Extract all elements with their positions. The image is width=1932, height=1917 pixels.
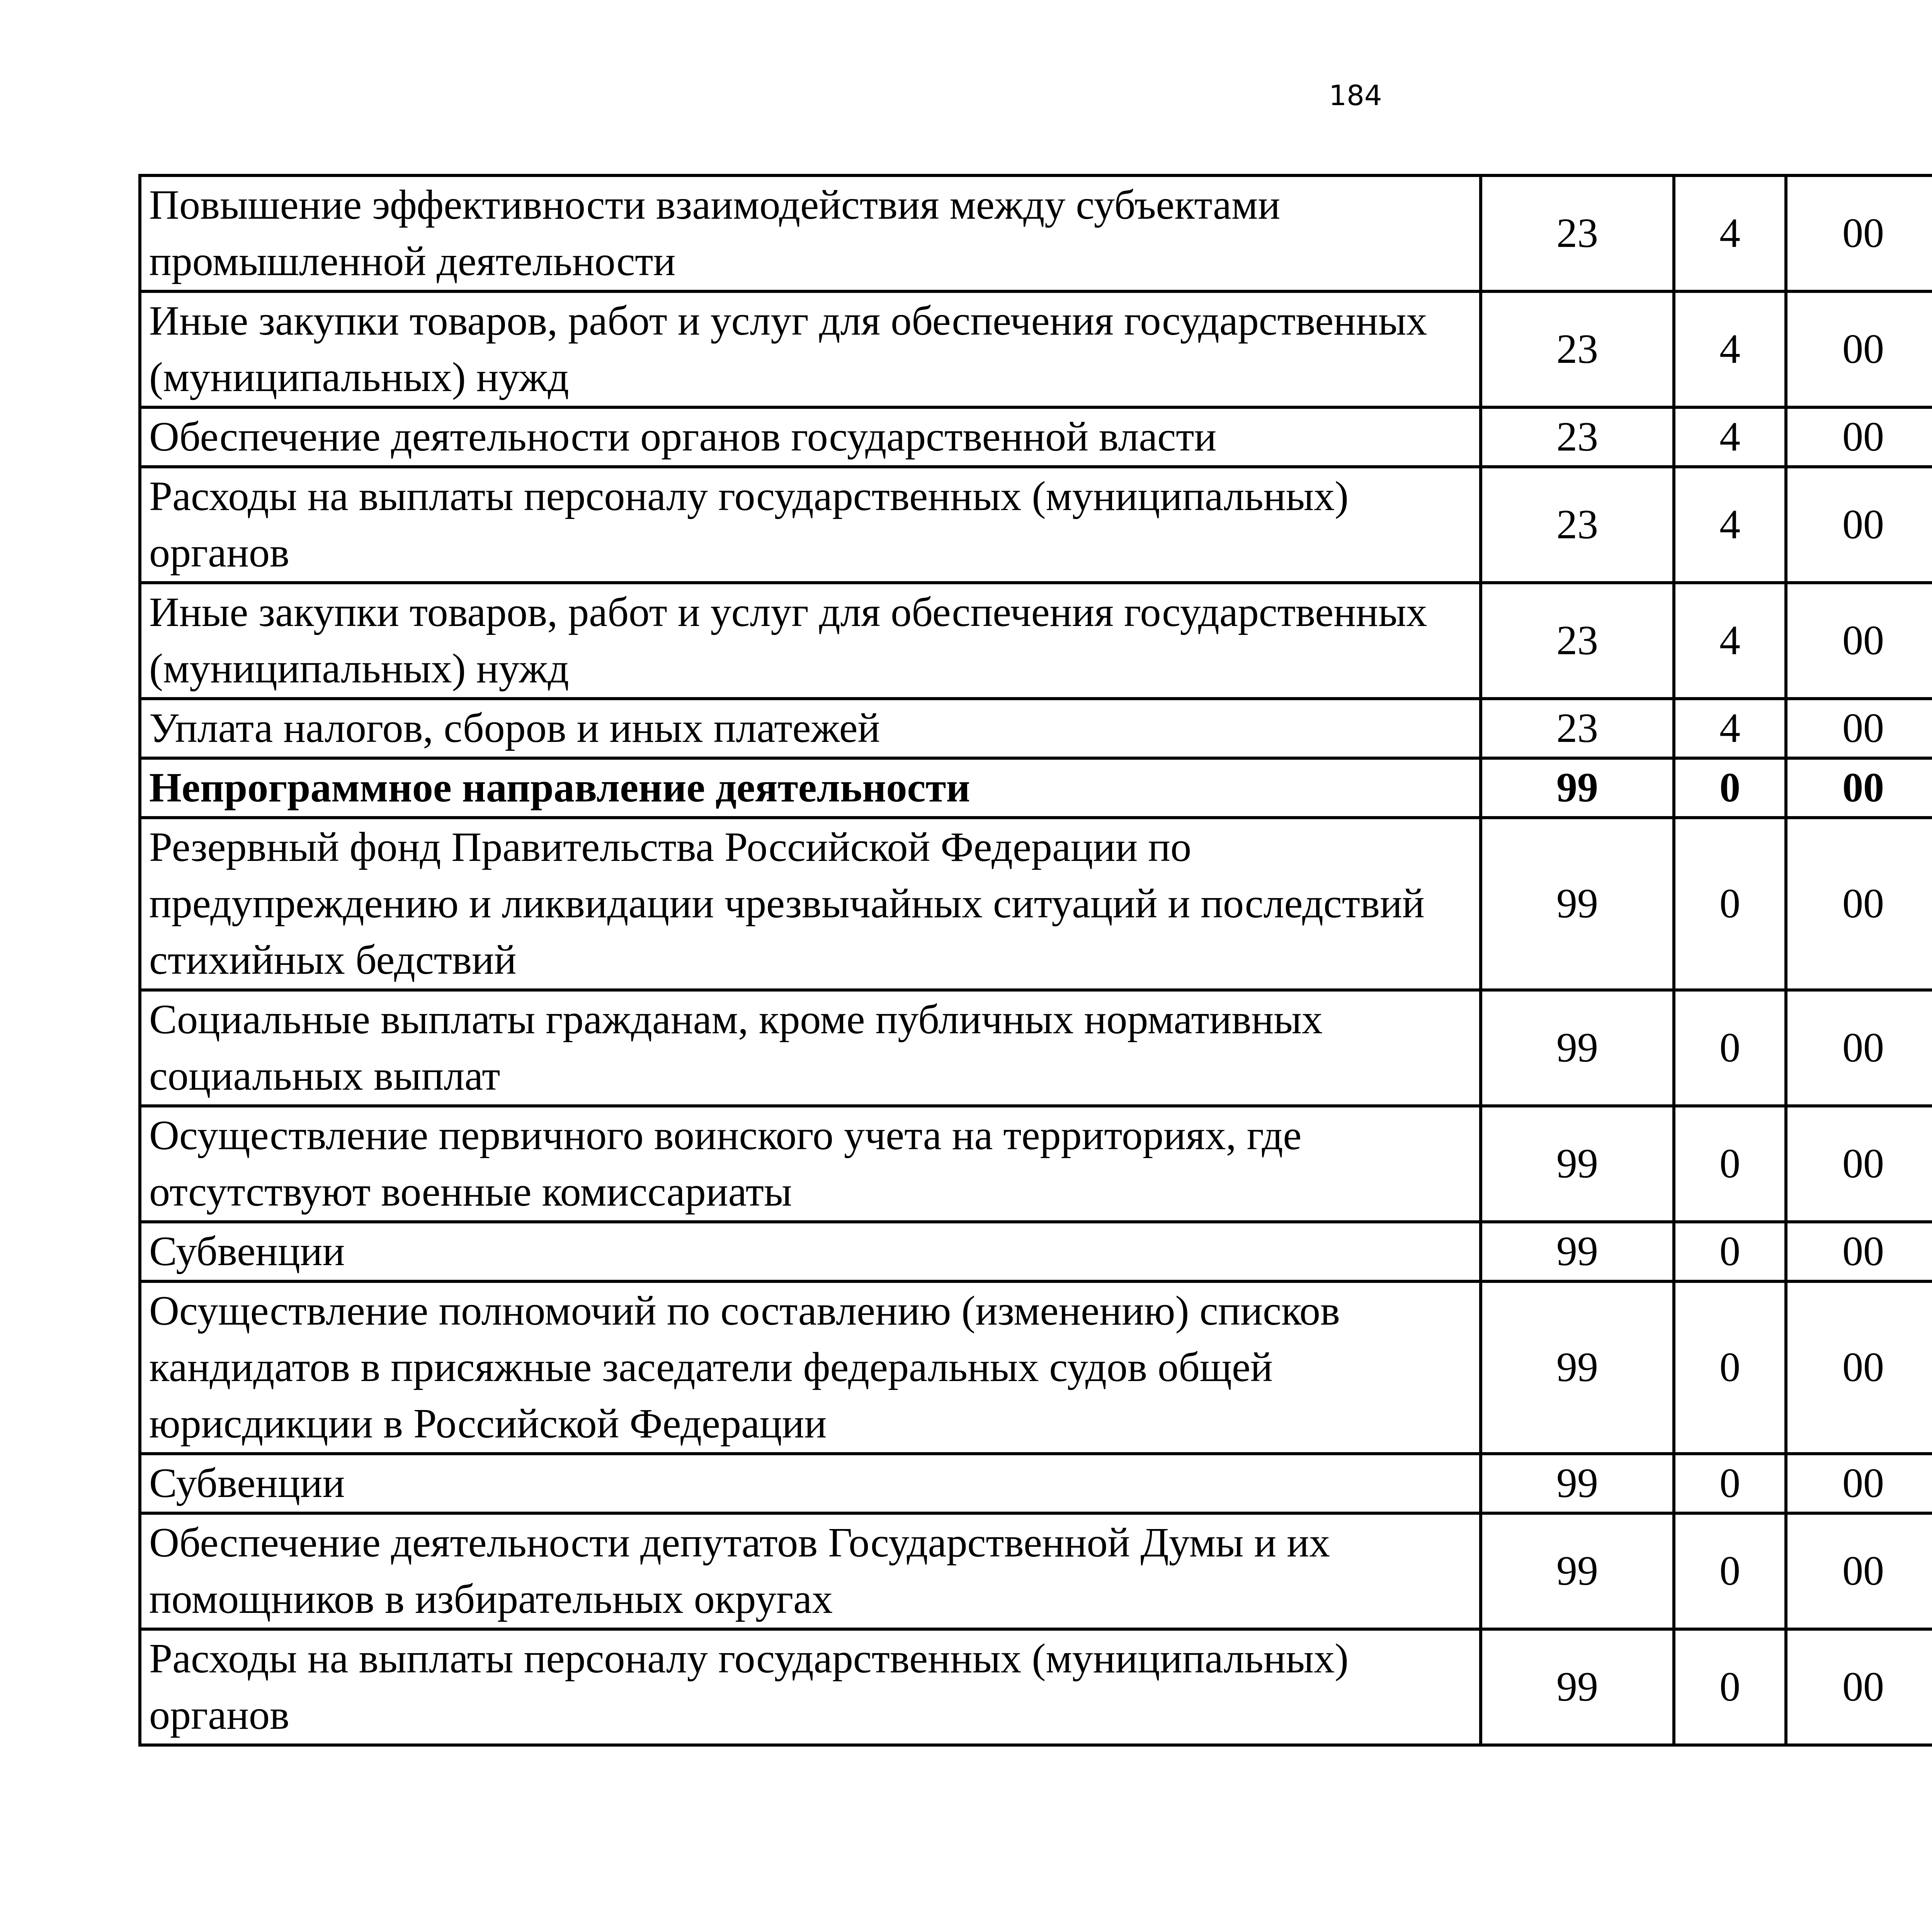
table-row	[140, 583, 1932, 699]
row-program-code: 99	[1481, 1629, 1674, 1745]
row-main-event-code: 00	[1786, 291, 1932, 407]
table-row	[140, 1513, 1932, 1629]
row-subprogram-code: 0	[1674, 990, 1786, 1106]
row-program-code: 23	[1481, 699, 1674, 758]
row-name: Расходы на выплаты персоналу государственных (муниципальных) органов	[140, 1629, 1481, 1745]
row-subprogram-code: 4	[1674, 407, 1786, 467]
table-row	[140, 467, 1932, 583]
row-name: Осуществление полномочий по составлению (изменению) списков кандидатов в присяжные заседатели федеральных судов общей юрисдикции в Российской Федерации	[140, 1281, 1481, 1454]
row-subprogram-code: 0	[1674, 1106, 1786, 1222]
table-row	[140, 1106, 1932, 1222]
row-subprogram-code: 0	[1674, 1629, 1786, 1745]
row-program-code: 99	[1481, 1222, 1674, 1281]
row-subprogram-code: 0	[1674, 1454, 1786, 1513]
row-main-event-code: 00	[1786, 407, 1932, 467]
row-name: Уплата налогов, сборов и иных платежей	[140, 699, 1481, 758]
table-row	[140, 818, 1932, 990]
row-program-code: 99	[1481, 758, 1674, 818]
budget-table	[138, 174, 1932, 1747]
row-name: Осуществление первичного воинского учета на территориях, где отсутствуют военные комиссариаты	[140, 1106, 1481, 1222]
row-program-code: 99	[1481, 990, 1674, 1106]
row-name: Обеспечение деятельности органов государственной власти	[140, 407, 1481, 467]
row-main-event-code: 00	[1786, 175, 1932, 291]
row-subprogram-code: 4	[1674, 699, 1786, 758]
row-main-event-code: 00	[1786, 1222, 1932, 1281]
row-program-code: 99	[1481, 1106, 1674, 1222]
row-program-code: 23	[1481, 291, 1674, 407]
table-row	[140, 1222, 1932, 1281]
row-program-code: 99	[1481, 1454, 1674, 1513]
row-subprogram-code: 0	[1674, 1513, 1786, 1629]
row-main-event-code: 00	[1786, 699, 1932, 758]
table-row	[140, 291, 1932, 407]
row-main-event-code: 00	[1786, 1106, 1932, 1222]
row-program-code: 99	[1481, 1513, 1674, 1629]
row-name: Иные закупки товаров, работ и услуг для обеспечения государственных (муниципальных) нужд	[140, 583, 1481, 699]
table-body	[140, 175, 1932, 1745]
table-row	[140, 1454, 1932, 1513]
row-name: Непрограммное направление деятельности	[140, 758, 1481, 818]
row-main-event-code: 00	[1786, 758, 1932, 818]
row-main-event-code: 00	[1786, 1454, 1932, 1513]
table-row	[140, 758, 1932, 818]
table-row	[140, 990, 1932, 1106]
row-subprogram-code: 0	[1674, 1222, 1786, 1281]
table-row	[140, 1629, 1932, 1745]
row-program-code: 99	[1481, 818, 1674, 990]
row-subprogram-code: 4	[1674, 291, 1786, 407]
row-name: Иные закупки товаров, работ и услуг для обеспечения государственных (муниципальных) нужд	[140, 291, 1481, 407]
row-program-code: 23	[1481, 175, 1674, 291]
row-name: Социальные выплаты гражданам, кроме публичных нормативных социальных выплат	[140, 990, 1481, 1106]
row-program-code: 23	[1481, 407, 1674, 467]
row-main-event-code: 00	[1786, 990, 1932, 1106]
row-main-event-code: 00	[1786, 467, 1932, 583]
row-subprogram-code: 4	[1674, 467, 1786, 583]
row-main-event-code: 00	[1786, 583, 1932, 699]
row-program-code: 99	[1481, 1281, 1674, 1454]
row-subprogram-code: 0	[1674, 758, 1786, 818]
row-subprogram-code: 0	[1674, 818, 1786, 990]
row-name: Субвенции	[140, 1454, 1481, 1513]
row-program-code: 23	[1481, 583, 1674, 699]
row-subprogram-code: 4	[1674, 175, 1786, 291]
row-program-code: 23	[1481, 467, 1674, 583]
row-subprogram-code: 4	[1674, 583, 1786, 699]
page-number: 184	[1329, 79, 1382, 112]
row-name: Резервный фонд Правительства Российской Федерации по предупреждению и ликвидации чрезвычайных ситуаций и последствий стихийных бедствий	[140, 818, 1481, 990]
row-name: Расходы на выплаты персоналу государственных (муниципальных) органов	[140, 467, 1481, 583]
table-row	[140, 407, 1932, 467]
row-subprogram-code: 0	[1674, 1281, 1786, 1454]
row-main-event-code: 00	[1786, 1513, 1932, 1629]
row-name: Повышение эффективности взаимодействия между субъектами промышленной деятельности	[140, 175, 1481, 291]
row-main-event-code: 00	[1786, 818, 1932, 990]
table-row	[140, 175, 1932, 291]
table-row	[140, 699, 1932, 758]
row-name: Субвенции	[140, 1222, 1481, 1281]
table-row	[140, 1281, 1932, 1454]
row-main-event-code: 00	[1786, 1281, 1932, 1454]
row-main-event-code: 00	[1786, 1629, 1932, 1745]
row-name: Обеспечение деятельности депутатов Государственной Думы и их помощников в избирательных округах	[140, 1513, 1481, 1629]
